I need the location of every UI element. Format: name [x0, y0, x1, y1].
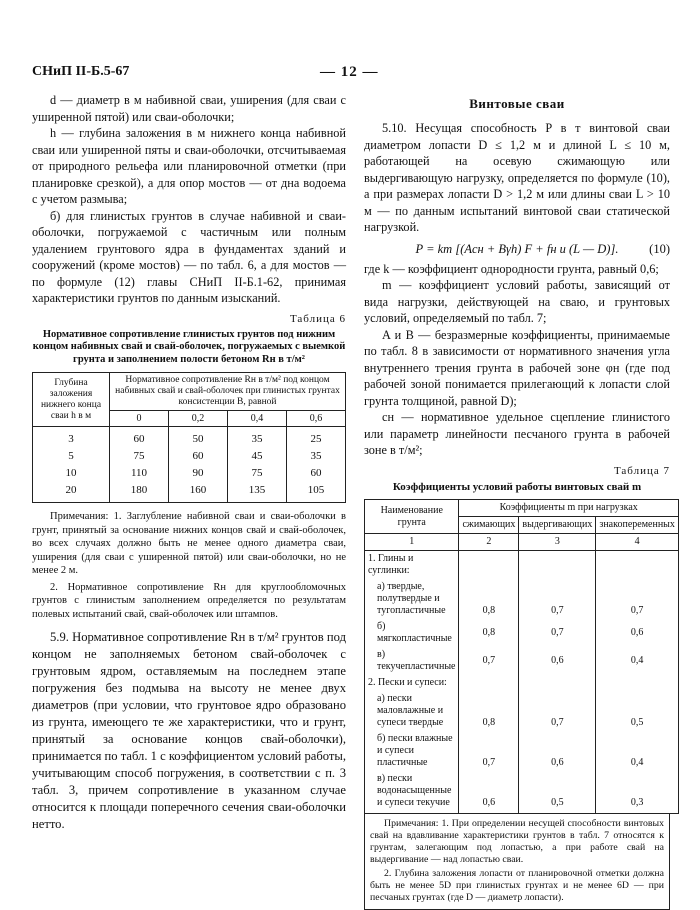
table7-col-number: 4: [596, 534, 679, 551]
table7-cell: 0,6: [519, 647, 596, 675]
paragraph-5-10: 5.10. Несущая способность P в т винтовой сваи диаметром лопасти D ≤ 1,2 м и длиной L ≤ 10 м, работающей на осевую сжимающую или выдергивающую нагрузку, определяется по формуле (10), а при размерах лопасти D > 1,2 м или длины сваи L > 10 м — по данным испытаний винтовой сваи статической нагрузкой.: [364, 121, 670, 234]
definition-c: cн — нормативное удельное сцепление глинистого или параметр линейности песчаного грунта в рабочей зоне в т/м²;: [364, 410, 670, 457]
table7-row-label: 1. Глины и суглинки:: [365, 551, 459, 580]
table6-cell: 60: [110, 427, 169, 449]
definition-h: h — глубина заложения в м нижнего конца набивной сваи или уширенной пяты и сваи-оболочки, отсчитываемая от природного рельефа или планировочной отметки (при планировке срезкой), а для опор мостов — от дна водоема с учетом размыва;: [32, 126, 346, 206]
table7: [364, 499, 679, 814]
table7-row-label: в) пески водонасыщенные и супеси текучие: [365, 771, 459, 814]
table7-cell: 0,8: [459, 619, 519, 647]
table6-depth-header: Глубина заложения нижнего конца сваи h в м: [33, 373, 110, 427]
table6: [32, 372, 346, 503]
table6-cell: 45: [227, 448, 286, 465]
table7-cell: 0,8: [459, 579, 519, 619]
table7-cell: 0,8: [459, 691, 519, 731]
table7-row: [365, 675, 679, 691]
table7-cell: [519, 675, 596, 691]
table6-consistency: 0,2: [168, 411, 227, 427]
table6-cell: 50: [168, 427, 227, 449]
table7-col-head: знакопеременных: [596, 517, 679, 534]
right-column: [364, 92, 675, 910]
table6-depth: 3: [33, 427, 110, 449]
table7-cell: 0,3: [596, 771, 679, 814]
table6-row: [33, 482, 346, 503]
table6-consistency: 0,4: [227, 411, 286, 427]
table7-row-label: б) мягкопластичные: [365, 619, 459, 647]
table6-consistency: 0,6: [286, 411, 345, 427]
table6-row: [33, 465, 346, 482]
formula-10: [364, 242, 670, 257]
table7-note-2: 2. Глубина заложения лопасти от планировочной отметки должна быть не менее 5D при глинистых грунтах и не менее 6D — при песчаных грунтах (где D — диаметр лопасти).: [370, 868, 664, 903]
table7-col-head: выдергивающих: [519, 517, 596, 534]
section-title: Винтовые сваи: [469, 96, 565, 111]
table6-cell: 135: [227, 482, 286, 503]
table6-note-1: Примечания: 1. Заглубление набивной сваи и сваи-оболочки в грунт, принятый за основание нижних концов свай и свай-оболочек, во всех случаях должно быть не менее одного диаметра сваи, уширения (для сваи с уширенной пятой) или сваи-оболочки, но не менее 2 м.: [32, 511, 346, 576]
table7-cell: 0,4: [596, 731, 679, 771]
table6-cell: 180: [110, 482, 169, 503]
table7-row: [365, 579, 679, 619]
table7-cell: 0,5: [519, 771, 596, 814]
table7-cell: 0,6: [519, 731, 596, 771]
table6-depth: 5: [33, 448, 110, 465]
table7-cell: 0,7: [519, 619, 596, 647]
table6-row: [33, 448, 346, 465]
table7-row: [365, 551, 679, 580]
table7-cell: [596, 551, 679, 580]
table7-cell: 0,6: [596, 619, 679, 647]
table6-cell: 75: [227, 465, 286, 482]
paragraph-5-9: 5.9. Нормативное сопротивление Rн в т/м² грунтов под концом не заполняемых бетоном свай-оболочек с грунтовым ядром, оставляемым на последнем этапе погружения без подмыва на высоту не менее двух диаметров (при условии, что грунтовое ядро образовано из грунта, имеющего те же характеристики, что и грунт, принятый за основание концов свай-оболочки), принимается по табл. 1 с коэффициентом условий работы, учитывающим способ погружения, в соответствии с п. 3 табл. 3, причем сопротивление в указанном случае относится к площади поперечного сечения сваи-оболочки нетто.: [32, 630, 346, 831]
table7-row: [365, 771, 679, 814]
table6-depth: 10: [33, 465, 110, 482]
table7-col-head: сжимающих: [459, 517, 519, 534]
formula-expression: P = km [(Acн + Bγh) F + fн u (L — D)].: [415, 241, 619, 256]
table7-cell: 0,7: [459, 731, 519, 771]
table6-cell: 35: [227, 427, 286, 449]
table7-title: Коэффициенты условий работы винтовых свай m: [392, 480, 642, 493]
page-number: — 12 —: [320, 64, 379, 80]
table7-row-label: 2. Пески и супеси:: [365, 675, 459, 691]
table7-row: [365, 647, 679, 675]
table6-row: [33, 427, 346, 449]
table6-caption: Таблица 6: [289, 312, 346, 325]
table7-row: [365, 619, 679, 647]
paragraph-b: б) для глинистых грунтов в случае набивной и сваи-оболочки, погружаемой с частичным или полным удалением грунтового ядра в фундаментах зданий и сооружений (кроме мостов) — по табл. 6, а для мостов — по формуле (12) главы СНиП II-Б.1-62, принимая характеристики грунтов по данным изысканий.: [32, 208, 346, 305]
table7-group-header: Коэффициенты m при нагрузках: [459, 500, 678, 517]
table6-values-header: Нормативное сопротивление Rн в т/м² под концом набивных свай и свай-оболочек при глинистых грунтах консистенции B, равной: [110, 373, 346, 411]
table6-cell: 160: [168, 482, 227, 503]
definition-d: d — диаметр в м набивной сваи, уширения (для сваи с уширенной пятой) или сваи-оболочки;: [32, 93, 346, 124]
table7-cell: 0,6: [459, 771, 519, 814]
table7-col-number: 2: [459, 534, 519, 551]
table6-note-2: 2. Нормативное сопротивление Rн для круглообломочных грунтов с глинистым заполнением определяется по результатам полевых испытаний свай, свай-оболочек или штампов.: [32, 581, 346, 620]
table7-note-1: Примечания: 1. При определении несущей способности винтовых свай на вдавливание характеристики грунтов в табл. 7 относятся к грунтам, залегающим под лопастью, а при работе свай на выдергивание — над лопастью сваи.: [370, 818, 664, 865]
table7-cell: 0,7: [519, 691, 596, 731]
table6-cell: 75: [110, 448, 169, 465]
table7-cell: 0,4: [596, 647, 679, 675]
table7-cell: [459, 551, 519, 580]
table6-consistency: 0: [110, 411, 169, 427]
table6-cell: 25: [286, 427, 345, 449]
table6-cell: 90: [168, 465, 227, 482]
table7-row-label: б) пески влажные и супеси пластичные: [365, 731, 459, 771]
table7-notes: [364, 814, 670, 910]
table6-cell: 60: [168, 448, 227, 465]
table7-row: [365, 731, 679, 771]
table7-caption: Таблица 7: [613, 464, 670, 477]
document-code: СНиП II-Б.5-67: [32, 64, 130, 79]
definition-m: m — коэффициент условий работы, зависящий от вида нагрузки, действующей на сваю, и грунтовых условий, определяемый по табл. 7;: [364, 278, 670, 325]
table7-col-number: 3: [519, 534, 596, 551]
table6-cell: 35: [286, 448, 345, 465]
table7-name-header: Наименование грунта: [365, 500, 459, 534]
table6-depth: 20: [33, 482, 110, 503]
table7-cell: 0,7: [519, 579, 596, 619]
table6-cell: 60: [286, 465, 345, 482]
table6-title: Нормативное сопротивление глинистых грунтов под нижним концом набивных свай и свай-оболочек, погружаемых с выемкой грунта и заполнением полости бетоном Rн в т/м²: [32, 328, 346, 365]
table7-col-number: 1: [365, 534, 459, 551]
table7-cell: 0,7: [459, 647, 519, 675]
table7-row-label: а) пески маловлажные и супеси твердые: [365, 691, 459, 731]
table7-cell: [459, 675, 519, 691]
table7-cell: 0,7: [596, 579, 679, 619]
table7-row-label: в) текучепластичные: [365, 647, 459, 675]
table7-row: [365, 691, 679, 731]
left-column: [32, 92, 346, 833]
table7-cell: [596, 675, 679, 691]
table6-cell: 110: [110, 465, 169, 482]
table6-cell: 105: [286, 482, 345, 503]
table7-cell: 0,5: [596, 691, 679, 731]
definition-k: где k — коэффициент однородности грунта, равный 0,6;: [364, 261, 659, 276]
formula-number: (10): [649, 241, 670, 256]
table7-cell: [519, 551, 596, 580]
table7-row-label: а) твердые, полутвердые и тугопластичные: [365, 579, 459, 619]
definition-a-b: A и B — безразмерные коэффициенты, принимаемые по табл. 8 в зависимости от нормативного значения угла внутреннего трения грунта в рабочей зоне φн (где под рабочей зоной понимается прилегающий к лопасти слой грунта толщиной, равной D);: [364, 327, 670, 408]
